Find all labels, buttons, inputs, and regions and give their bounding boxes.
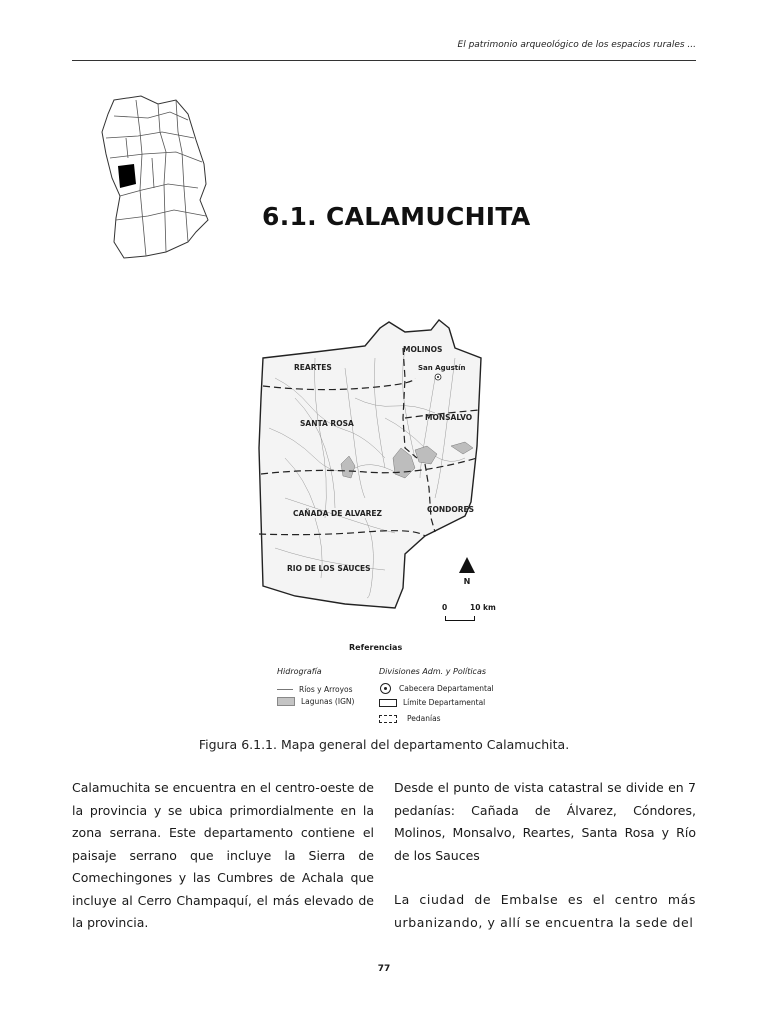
river-line-icon	[277, 689, 293, 690]
body-column-right	[394, 777, 696, 934]
legend-label-cabecera: Cabecera Departamental	[399, 684, 494, 693]
section-title: 6.1. CALAMUCHITA	[262, 202, 531, 231]
legend-label-lakes: Lagunas (IGN)	[301, 697, 355, 706]
north-arrow	[452, 557, 482, 591]
north-arrow-icon	[459, 557, 475, 573]
map-label-san-agustin: San Agustín	[418, 364, 466, 372]
map-label-monsalvo: MONSALVO	[425, 413, 473, 422]
province-locator-map	[96, 92, 226, 262]
scale-bar-line	[445, 616, 475, 621]
map-label-molinos: MOLINOS	[403, 345, 443, 354]
calamuchita-highlight	[118, 164, 136, 188]
legend-item-lakes	[277, 697, 354, 706]
legend-item-rivers	[277, 685, 353, 694]
scale-bar	[440, 603, 510, 625]
page-number: 77	[377, 964, 391, 974]
legend-item-limite	[379, 698, 485, 707]
map-label-canada-de-alvarez: CAÑADA DE ALVAREZ	[293, 509, 382, 518]
legend-label-limite: Límite Departamental	[403, 698, 486, 707]
legend-admin-heading: Divisiones Adm. y Políticas	[379, 667, 487, 676]
running-header: El patrimonio arqueológico de los espacios rurales ...	[457, 40, 696, 50]
scale-end-label: 10 km	[470, 603, 496, 612]
figure-caption: Figura 6.1.1. Mapa general del departamento Calamuchita.	[198, 737, 570, 752]
map-label-reartes: REARTES	[294, 363, 332, 372]
body-paragraph: Calamuchita se encuentra en el centro-oeste de la provincia y se ubica primordialmente en la zona serrana. Este departamento contiene el paisaje serrano que incluye la Sierra de Comechingones y las Cumbres de Achala que incluye al Cerro Champaquí, el más elevado de la provincia.	[72, 780, 374, 930]
cabecera-dot-icon	[380, 683, 391, 694]
legend-label-pedanias: Pedanías	[407, 714, 441, 723]
legend-item-pedanias	[379, 714, 441, 723]
header-rule	[72, 60, 696, 61]
legend-item-cabecera	[380, 683, 494, 694]
body-paragraph: Desde el punto de vista catastral se divide en 7 pedanías: Cañada de Álvarez, Cóndores, Molinos, Monsalvo, Reartes, Santa Rosa y Río de los Sauces	[394, 780, 696, 863]
body-column-left	[72, 777, 374, 935]
map-label-condores: CONDORES	[427, 505, 475, 514]
map-label-santa-rosa: SANTA ROSA	[300, 419, 354, 428]
solid-boundary-icon	[379, 699, 397, 707]
body-paragraph: La ciudad de Embalse es el centro más urbanizando, y allí se encuentra la sede del	[394, 892, 696, 930]
scale-start-label: 0	[442, 603, 448, 612]
legend-label-rivers: Ríos y Arroyos	[299, 685, 353, 694]
north-label: N	[463, 577, 471, 586]
legend-title: Referencias	[349, 643, 403, 652]
dashed-boundary-icon	[379, 715, 397, 723]
lake-fill-icon	[277, 697, 295, 706]
map-label-rio-de-los-sauces: RIO DE LOS SAUCES	[287, 564, 371, 573]
legend-hydro-heading: Hidrografía	[277, 667, 322, 676]
